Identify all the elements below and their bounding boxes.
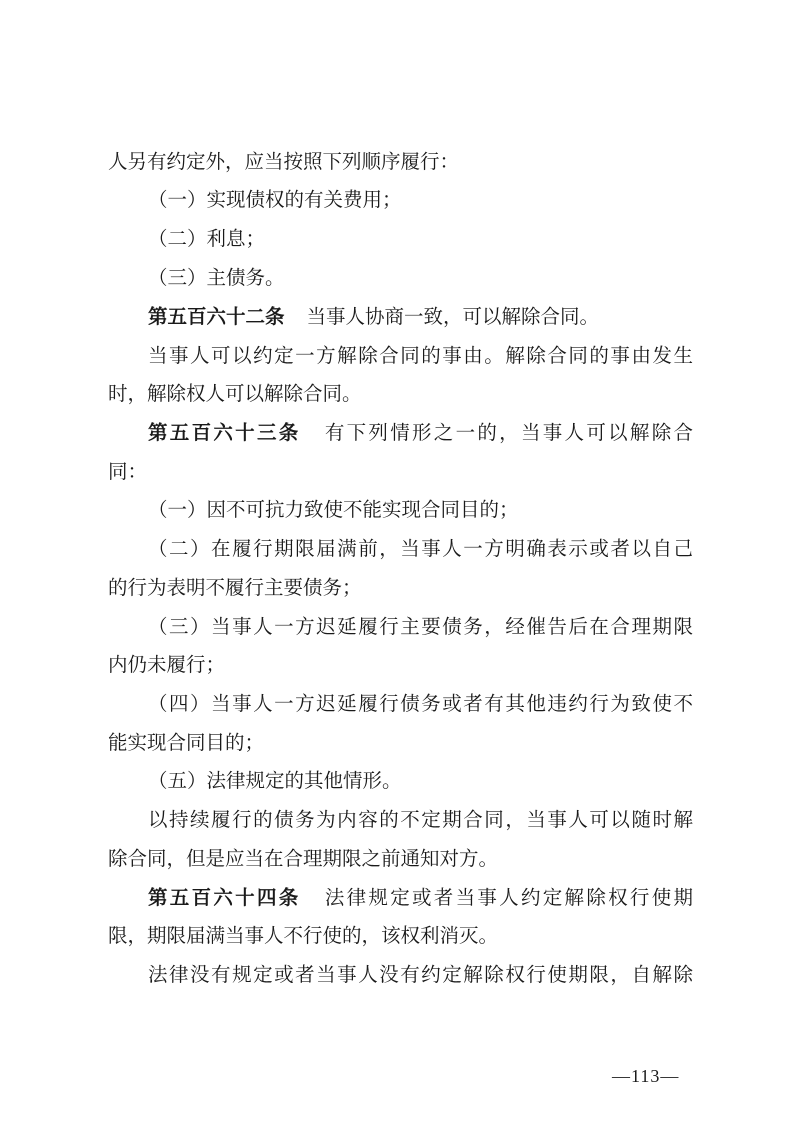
paragraph-line: 以持续履行的债务为内容的不定期合同，当事人可以随时解 xyxy=(148,808,693,831)
list-item: （一）因不可抗力致使不能实现合同目的； xyxy=(148,498,519,521)
paragraph-continuation: 人另有约定外，应当按照下列顺序履行： xyxy=(108,150,460,173)
page-number: —113— xyxy=(612,1066,680,1086)
article-title: 第五百六十三条 xyxy=(148,421,301,444)
paragraph-line: 除合同，但是应当在合理期限之前通知对方。 xyxy=(108,847,499,870)
list-item: （二）在履行期限届满前，当事人一方明确表示或者以自己 xyxy=(148,537,693,560)
article-text: 有下列情形之一的，当事人可以解除合 xyxy=(322,421,693,444)
paragraph-line: 时，解除权人可以解除合同。 xyxy=(108,382,362,405)
article-text: 当事人协商一致，可以解除合同。 xyxy=(306,305,600,328)
article-563 xyxy=(148,421,693,445)
article-text: 法律规定或者当事人约定解除权行使期 xyxy=(322,886,693,909)
list-item: （三）主债务。 xyxy=(148,266,285,289)
list-item: （一）实现债权的有关费用； xyxy=(148,188,402,211)
paragraph-line: 同： xyxy=(108,460,148,483)
paragraph-line: 内仍未履行； xyxy=(108,653,226,676)
article-562 xyxy=(148,305,599,329)
paragraph-line: 法律没有规定或者当事人没有约定解除权行使期限，自解除 xyxy=(148,963,693,986)
paragraph-line: 当事人可以约定一方解除合同的事由。解除合同的事由发生 xyxy=(148,344,693,367)
paragraph-line: 的行为表明不履行主要债务； xyxy=(108,576,362,599)
paragraph-line: 能实现合同目的； xyxy=(108,731,265,754)
article-title: 第五百六十二条 xyxy=(148,305,285,328)
paragraph-line: 限，期限届满当事人不行使的，该权利消灭。 xyxy=(108,924,499,947)
list-item: （三）当事人一方迟延履行主要债务，经催告后在合理期限 xyxy=(148,615,693,638)
list-item: （五）法律规定的其他情形。 xyxy=(148,769,402,792)
list-item: （二）利息； xyxy=(148,227,266,250)
list-item: （四）当事人一方迟延履行债务或者有其他违约行为致使不 xyxy=(148,692,693,715)
article-564 xyxy=(148,886,693,910)
article-title: 第五百六十四条 xyxy=(148,886,301,909)
